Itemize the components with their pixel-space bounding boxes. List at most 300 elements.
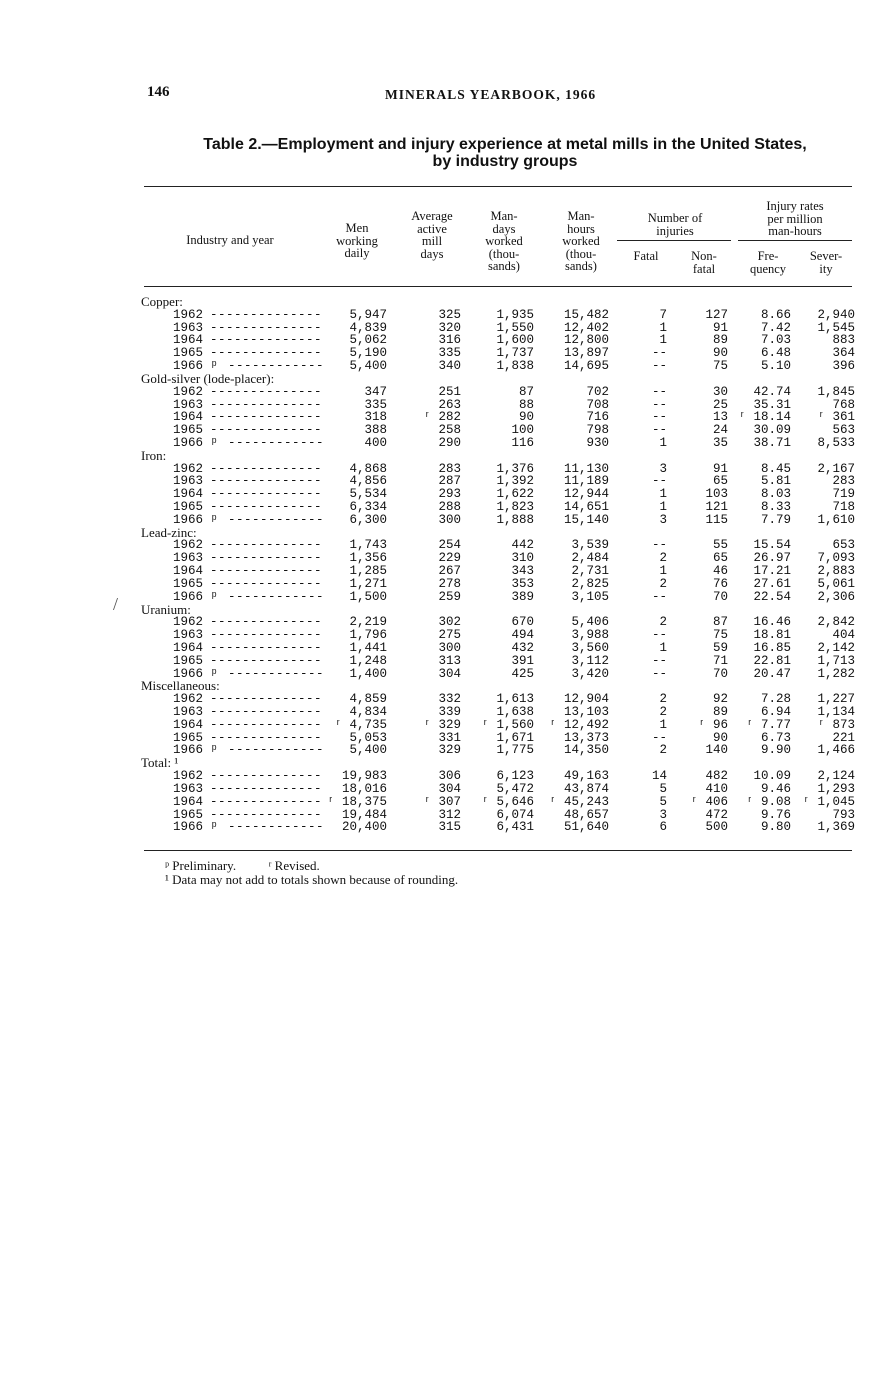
freq-cell: 8.66 bbox=[760, 307, 791, 322]
men-cell: 335 bbox=[364, 397, 387, 412]
freq-cell: 17.21 bbox=[753, 564, 791, 579]
leader-dots: -------------- bbox=[210, 320, 323, 335]
table-row bbox=[0, 591, 870, 604]
mandays-cell: ʳ 5,646 bbox=[481, 794, 534, 809]
fatal-cell: 2 bbox=[659, 615, 667, 630]
freq-cell: 7.28 bbox=[760, 692, 791, 707]
nonfatal-cell: 103 bbox=[705, 487, 728, 502]
leader-dots: -------------- bbox=[210, 538, 323, 553]
sev-cell: 1,369 bbox=[817, 820, 855, 835]
group-label: Lead-zinc: bbox=[141, 524, 197, 540]
nonfatal-cell: 70 bbox=[712, 589, 728, 604]
table-title-line2: by industry groups bbox=[432, 153, 578, 170]
manhours-cell: 930 bbox=[586, 435, 609, 450]
leader-dots: -------------- bbox=[210, 333, 323, 348]
leader-dots: -------------- bbox=[210, 794, 323, 809]
nonfatal-cell: 13 bbox=[712, 410, 728, 425]
table-body bbox=[0, 296, 870, 834]
nonfatal-cell: 90 bbox=[712, 346, 728, 361]
men-cell: 19,983 bbox=[341, 769, 387, 784]
freq-cell: 7.79 bbox=[760, 512, 791, 527]
year-cell: 1963 bbox=[173, 705, 204, 719]
group-heading-row bbox=[0, 447, 870, 463]
freq-cell: 8.45 bbox=[760, 461, 791, 476]
year-cell: 1964 bbox=[173, 640, 204, 655]
year-cell: 1965 bbox=[173, 576, 204, 591]
sev-cell: ʳ 1,045 bbox=[802, 794, 855, 809]
year-cell: 1962 bbox=[173, 538, 204, 553]
mandays-cell: 1,823 bbox=[496, 500, 534, 514]
mandays-cell: 1,838 bbox=[496, 359, 534, 374]
manhours-cell: 51,640 bbox=[563, 820, 609, 835]
header-nonfatal: Non- fatal bbox=[691, 249, 717, 276]
men-cell: 1,400 bbox=[349, 666, 387, 681]
fatal-cell: 1 bbox=[659, 435, 667, 450]
days-cell: 258 bbox=[438, 423, 461, 438]
fatal-cell: -- bbox=[651, 384, 667, 399]
leader-dots: -------------- bbox=[210, 346, 323, 361]
year-cell: 1962 bbox=[173, 769, 204, 784]
freq-cell: 7.42 bbox=[760, 320, 791, 335]
freq-cell: 22.81 bbox=[753, 653, 791, 668]
mandays-cell: 87 bbox=[518, 384, 534, 399]
nonfatal-cell: 500 bbox=[705, 820, 728, 835]
group-heading-row bbox=[0, 296, 870, 309]
manhours-cell: 12,904 bbox=[563, 692, 609, 707]
men-cell: 1,271 bbox=[349, 576, 387, 591]
year-cell: 1965 bbox=[173, 807, 204, 822]
days-cell: 251 bbox=[438, 384, 461, 399]
freq-cell: 6.73 bbox=[760, 730, 791, 745]
freq-cell: 42.74 bbox=[753, 384, 791, 399]
men-cell: 4,868 bbox=[349, 461, 387, 476]
nonfatal-cell: ʳ 406 bbox=[690, 794, 728, 809]
men-cell: 20,400 bbox=[341, 820, 387, 835]
freq-cell: 22.54 bbox=[753, 589, 791, 604]
mandays-cell: 432 bbox=[511, 640, 534, 655]
manhours-cell: 12,944 bbox=[563, 487, 609, 502]
manhours-cell: 12,800 bbox=[563, 333, 609, 348]
sev-cell: 563 bbox=[832, 423, 855, 438]
fatal-cell: 1 bbox=[659, 500, 667, 514]
year-cell: 1962 bbox=[173, 692, 204, 707]
group-heading-row bbox=[0, 601, 870, 617]
sev-cell: 2,940 bbox=[817, 307, 855, 322]
year-cell: 1963 bbox=[173, 474, 204, 489]
sev-cell: 8,533 bbox=[817, 435, 855, 450]
year-cell: 1963 bbox=[173, 397, 204, 412]
nonfatal-cell: 25 bbox=[712, 397, 728, 412]
nonfatal-cell: 65 bbox=[712, 551, 728, 566]
header-mandays: Man- days worked (thou- sands) bbox=[485, 209, 523, 273]
year-cell: 1965 bbox=[173, 730, 204, 745]
fatal-cell: -- bbox=[651, 346, 667, 361]
nonfatal-cell: 121 bbox=[705, 500, 728, 514]
days-cell: ʳ 329 bbox=[423, 717, 461, 732]
year-cell: 1965 bbox=[173, 653, 204, 668]
fatal-cell: 2 bbox=[659, 705, 667, 719]
men-cell: 1,356 bbox=[349, 551, 387, 566]
header-industry-year: Industry and year bbox=[186, 233, 274, 247]
sev-cell: 221 bbox=[832, 730, 855, 745]
days-cell: 278 bbox=[438, 576, 461, 591]
group-heading-row bbox=[0, 524, 870, 540]
days-cell: ʳ 282 bbox=[423, 410, 461, 425]
manhours-cell: 14,350 bbox=[563, 743, 609, 758]
men-cell: 6,300 bbox=[349, 512, 387, 527]
group-heading-row bbox=[0, 370, 870, 386]
leader-dots: -------------- bbox=[210, 717, 323, 732]
nonfatal-cell: 89 bbox=[712, 705, 728, 719]
year-cell: 1964 bbox=[173, 794, 204, 809]
mandays-cell: 1,376 bbox=[496, 461, 534, 476]
fatal-cell: 2 bbox=[659, 743, 667, 758]
days-cell: 312 bbox=[438, 807, 461, 822]
table-row bbox=[0, 578, 870, 591]
sev-cell: 653 bbox=[832, 538, 855, 553]
sev-cell: ʳ 361 bbox=[817, 410, 855, 425]
men-cell: ʳ 4,735 bbox=[334, 717, 387, 732]
footnote-line-1 bbox=[165, 859, 458, 873]
nonfatal-cell: 91 bbox=[712, 461, 728, 476]
leader-dots: -------------- bbox=[210, 487, 323, 502]
sev-cell: 2,883 bbox=[817, 564, 855, 579]
leader-dots: -------------- bbox=[210, 384, 323, 399]
days-cell: 259 bbox=[438, 589, 461, 604]
days-cell: 313 bbox=[438, 653, 461, 668]
fatal-cell: 5 bbox=[659, 781, 667, 796]
leader-dots: -------------- bbox=[210, 730, 323, 745]
header-manhours: Man- hours worked (thou- sands) bbox=[562, 209, 600, 273]
days-cell: 320 bbox=[438, 320, 461, 335]
freq-cell: 38.71 bbox=[753, 435, 791, 450]
mandays-cell: 425 bbox=[511, 666, 534, 681]
fatal-cell: -- bbox=[651, 474, 667, 489]
sev-cell: 1,282 bbox=[817, 666, 855, 681]
days-cell: 306 bbox=[438, 769, 461, 784]
leader-dots: ------------ bbox=[228, 743, 325, 758]
men-cell: 5,400 bbox=[349, 359, 387, 374]
table-row bbox=[0, 655, 870, 668]
sev-cell: 7,093 bbox=[817, 551, 855, 566]
fatal-cell: 2 bbox=[659, 576, 667, 591]
days-cell: 293 bbox=[438, 487, 461, 502]
sev-cell: 364 bbox=[832, 346, 855, 361]
manhours-cell: 49,163 bbox=[563, 769, 609, 784]
manhours-cell: 11,130 bbox=[563, 461, 609, 476]
sev-cell: 1,227 bbox=[817, 692, 855, 707]
nonfatal-cell: 127 bbox=[705, 307, 728, 322]
freq-cell: ʳ 7.77 bbox=[745, 717, 791, 732]
fatal-cell: 2 bbox=[659, 551, 667, 566]
men-cell: 1,248 bbox=[349, 653, 387, 668]
men-cell: ʳ 18,375 bbox=[326, 794, 387, 809]
leader-dots: -------------- bbox=[210, 474, 323, 489]
freq-cell: 8.03 bbox=[760, 487, 791, 502]
sev-cell: 718 bbox=[832, 500, 855, 514]
mandays-cell: 1,935 bbox=[496, 307, 534, 322]
freq-cell: 9.76 bbox=[760, 807, 791, 822]
mandays-cell: 1,600 bbox=[496, 333, 534, 348]
nonfatal-cell: 65 bbox=[712, 474, 728, 489]
table-row bbox=[0, 668, 870, 681]
manhours-cell: 15,482 bbox=[563, 307, 609, 322]
men-cell: 5,400 bbox=[349, 743, 387, 758]
sev-cell: 1,466 bbox=[817, 743, 855, 758]
manhours-cell: 3,420 bbox=[571, 666, 609, 681]
header-days: Average active mill days bbox=[411, 209, 453, 261]
men-cell: 400 bbox=[364, 435, 387, 450]
men-cell: 4,856 bbox=[349, 474, 387, 489]
days-cell: 304 bbox=[438, 781, 461, 796]
freq-cell: 30.09 bbox=[753, 423, 791, 438]
year-cell: 1965 bbox=[173, 423, 204, 438]
leader-dots: -------------- bbox=[210, 692, 323, 707]
manhours-cell: 2,731 bbox=[571, 564, 609, 579]
group-heading-row bbox=[0, 757, 870, 770]
leader-dots: -------------- bbox=[210, 640, 323, 655]
manhours-cell: ʳ 12,492 bbox=[548, 717, 609, 732]
days-cell: 332 bbox=[438, 692, 461, 707]
header-men: Men working daily bbox=[336, 221, 378, 260]
days-cell: 288 bbox=[438, 500, 461, 514]
freq-cell: 8.33 bbox=[760, 500, 791, 514]
men-cell: 347 bbox=[364, 384, 387, 399]
fatal-cell: -- bbox=[651, 628, 667, 643]
top-rule bbox=[144, 186, 852, 187]
fatal-cell: -- bbox=[651, 359, 667, 374]
sev-cell: 1,845 bbox=[817, 384, 855, 399]
year-cell: 1964 bbox=[173, 564, 204, 579]
group-label: Miscellaneous: bbox=[141, 678, 220, 694]
fatal-cell: 1 bbox=[659, 564, 667, 579]
sev-cell: ʳ 873 bbox=[817, 717, 855, 732]
days-cell: 300 bbox=[438, 512, 461, 527]
year-cell: 1966 ᵖ bbox=[173, 743, 219, 758]
fatal-cell: 14 bbox=[651, 769, 667, 784]
freq-cell: 15.54 bbox=[753, 538, 791, 553]
men-cell: 1,441 bbox=[349, 640, 387, 655]
sev-cell: 2,124 bbox=[817, 769, 855, 784]
days-cell: 331 bbox=[438, 730, 461, 745]
table-row bbox=[0, 770, 870, 783]
fatal-cell: -- bbox=[651, 423, 667, 438]
leader-dots: -------------- bbox=[210, 397, 323, 412]
year-cell: 1962 bbox=[173, 384, 204, 399]
leader-dots: ------------ bbox=[228, 435, 325, 450]
mandays-cell: 6,074 bbox=[496, 807, 534, 822]
mandays-cell: 116 bbox=[511, 435, 534, 450]
days-cell: 275 bbox=[438, 628, 461, 643]
year-cell: 1963 bbox=[173, 781, 204, 796]
header-rule bbox=[144, 286, 852, 287]
year-cell: 1966 ᵖ bbox=[173, 512, 219, 527]
sev-cell: 1,545 bbox=[817, 320, 855, 335]
table-row bbox=[0, 642, 870, 655]
men-cell: 1,500 bbox=[349, 589, 387, 604]
table-row bbox=[0, 424, 870, 437]
fatal-cell: -- bbox=[651, 538, 667, 553]
manhours-cell: ʳ 45,243 bbox=[548, 794, 609, 809]
group-label: Gold-silver (lode-placer): bbox=[141, 370, 275, 386]
table-row bbox=[0, 309, 870, 322]
year-cell: 1963 bbox=[173, 628, 204, 643]
leader-dots: ------------ bbox=[228, 512, 325, 527]
sev-cell: 2,167 bbox=[817, 461, 855, 476]
men-cell: 5,947 bbox=[349, 307, 387, 322]
fatal-cell: 3 bbox=[659, 512, 667, 527]
manhours-cell: 14,651 bbox=[563, 500, 609, 514]
freq-cell: 9.46 bbox=[760, 781, 791, 796]
men-cell: 1,743 bbox=[349, 538, 387, 553]
fatal-cell: 1 bbox=[659, 640, 667, 655]
leader-dots: ------------ bbox=[228, 589, 325, 604]
mandays-cell: 353 bbox=[511, 576, 534, 591]
fatal-cell: -- bbox=[651, 410, 667, 425]
header-severity: Sever- ity bbox=[809, 249, 843, 276]
header-injuries-group: Number of injuries bbox=[647, 211, 703, 238]
men-cell: 2,219 bbox=[349, 615, 387, 630]
men-cell: 5,190 bbox=[349, 346, 387, 361]
nonfatal-cell: 70 bbox=[712, 666, 728, 681]
days-cell: 335 bbox=[438, 346, 461, 361]
fatal-cell: -- bbox=[651, 397, 667, 412]
year-cell: 1962 bbox=[173, 307, 204, 322]
nonfatal-cell: 24 bbox=[712, 423, 728, 438]
mandays-cell: 670 bbox=[511, 615, 534, 630]
nonfatal-cell: 87 bbox=[712, 615, 728, 630]
group-heading-row bbox=[0, 680, 870, 693]
mandays-cell: 442 bbox=[511, 538, 534, 553]
year-cell: 1966 ᵖ bbox=[173, 589, 219, 604]
men-cell: 19,484 bbox=[341, 807, 387, 822]
men-cell: 5,062 bbox=[349, 333, 387, 348]
manhours-cell: 11,189 bbox=[563, 474, 609, 489]
fatal-cell: -- bbox=[651, 730, 667, 745]
footnotes bbox=[165, 859, 458, 887]
table-title-line1: Table 2.—Employment and injury experience at metal mills in the United States, bbox=[203, 136, 807, 153]
table-row bbox=[0, 783, 870, 796]
fatal-cell: 7 bbox=[659, 307, 667, 322]
mandays-cell: 100 bbox=[511, 423, 534, 438]
table-row bbox=[0, 437, 870, 450]
sev-cell: 1,610 bbox=[817, 512, 855, 527]
mandays-cell: 88 bbox=[518, 397, 534, 412]
year-cell: 1966 ᵖ bbox=[173, 820, 219, 835]
mandays-cell: 343 bbox=[511, 564, 534, 579]
table-row bbox=[0, 360, 870, 373]
leader-dots: ------------ bbox=[228, 666, 325, 681]
manhours-cell: 13,373 bbox=[563, 730, 609, 745]
footnote-rounding: ¹ Data may not add to totals shown because of rounding. bbox=[165, 872, 459, 887]
days-cell: 302 bbox=[438, 615, 461, 630]
nonfatal-cell: 71 bbox=[712, 653, 728, 668]
year-cell: 1966 ᵖ bbox=[173, 666, 219, 681]
freq-cell: 16.46 bbox=[753, 615, 791, 630]
days-cell: 254 bbox=[438, 538, 461, 553]
group-label: Uranium: bbox=[141, 601, 191, 617]
mandays-cell: 310 bbox=[511, 551, 534, 566]
table-row bbox=[0, 706, 870, 719]
sev-cell: 5,061 bbox=[817, 576, 855, 591]
nonfatal-cell: 91 bbox=[712, 320, 728, 335]
manhours-cell: 3,112 bbox=[571, 653, 609, 668]
days-cell: 300 bbox=[438, 640, 461, 655]
men-cell: 18,016 bbox=[341, 781, 387, 796]
margin-mark: / bbox=[113, 594, 119, 614]
manhours-cell: 2,484 bbox=[571, 551, 609, 566]
bottom-rule bbox=[144, 850, 852, 851]
nonfatal-cell: 30 bbox=[712, 384, 728, 399]
group-label: Iron: bbox=[141, 447, 167, 463]
days-cell: 283 bbox=[438, 461, 461, 476]
nonfatal-cell: 75 bbox=[712, 628, 728, 643]
leader-dots: ------------ bbox=[228, 359, 325, 374]
mandays-cell: 1,671 bbox=[496, 730, 534, 745]
year-cell: 1962 bbox=[173, 615, 204, 630]
leader-dots: ------------ bbox=[228, 820, 325, 835]
days-cell: 329 bbox=[438, 743, 461, 758]
sev-cell: 883 bbox=[832, 333, 855, 348]
freq-cell: 27.61 bbox=[753, 576, 791, 591]
freq-cell: 26.97 bbox=[753, 551, 791, 566]
leader-dots: -------------- bbox=[210, 500, 323, 514]
leader-dots: -------------- bbox=[210, 807, 323, 822]
days-cell: 304 bbox=[438, 666, 461, 681]
days-cell: 267 bbox=[438, 564, 461, 579]
days-cell: 316 bbox=[438, 333, 461, 348]
table-row bbox=[0, 796, 870, 809]
men-cell: 6,334 bbox=[349, 500, 387, 514]
freq-cell: ʳ 18.14 bbox=[738, 410, 791, 425]
year-cell: 1964 bbox=[173, 717, 204, 732]
mandays-cell: 1,392 bbox=[496, 474, 534, 489]
leader-dots: -------------- bbox=[210, 551, 323, 566]
freq-cell: 5.81 bbox=[760, 474, 791, 489]
table-row bbox=[0, 514, 870, 527]
table-row bbox=[0, 693, 870, 706]
nonfatal-cell: 35 bbox=[712, 435, 728, 450]
mandays-cell: 1,613 bbox=[496, 692, 534, 707]
year-cell: 1964 bbox=[173, 410, 204, 425]
leader-dots: -------------- bbox=[210, 307, 323, 322]
year-cell: 1966 ᵖ bbox=[173, 435, 219, 450]
fatal-cell: 6 bbox=[659, 820, 667, 835]
leader-dots: -------------- bbox=[210, 410, 323, 425]
header-frequency: Fre- quency bbox=[749, 249, 787, 276]
fatal-cell: -- bbox=[651, 589, 667, 604]
table-row bbox=[0, 488, 870, 501]
freq-cell: 5.10 bbox=[760, 359, 791, 374]
nonfatal-cell: 55 bbox=[712, 538, 728, 553]
men-cell: 318 bbox=[364, 410, 387, 425]
sev-cell: 793 bbox=[832, 807, 855, 822]
year-cell: 1964 bbox=[173, 487, 204, 502]
sev-cell: 768 bbox=[832, 397, 855, 412]
leader-dots: -------------- bbox=[210, 769, 323, 784]
mandays-cell: 5,472 bbox=[496, 781, 534, 796]
men-cell: 5,053 bbox=[349, 730, 387, 745]
table-row bbox=[0, 809, 870, 822]
table-row bbox=[0, 334, 870, 347]
fatal-cell: 5 bbox=[659, 794, 667, 809]
freq-cell: ʳ 9.08 bbox=[745, 794, 791, 809]
days-cell: ʳ 307 bbox=[423, 794, 461, 809]
nonfatal-cell: 140 bbox=[705, 743, 728, 758]
group-label: Total: ¹ bbox=[141, 755, 179, 771]
nonfatal-cell: 90 bbox=[712, 730, 728, 745]
table-row bbox=[0, 552, 870, 565]
